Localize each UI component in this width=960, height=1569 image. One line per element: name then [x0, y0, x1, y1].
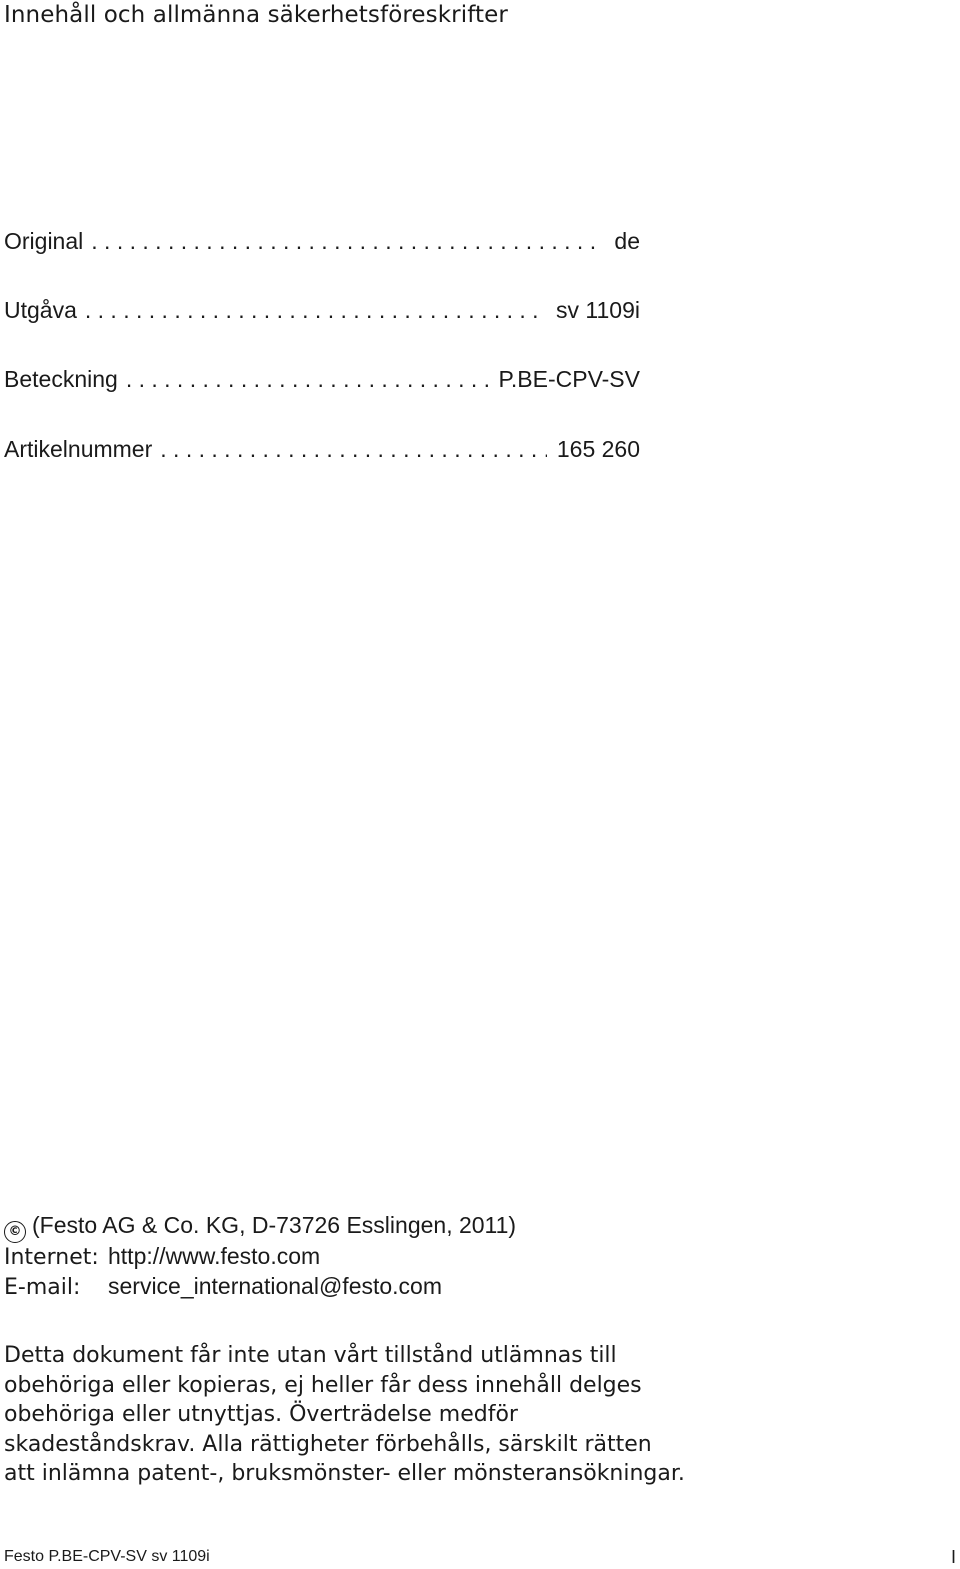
- internet-line: [4, 1241, 320, 1273]
- meta-label: Original: [4, 228, 84, 254]
- dot-leader: [160, 434, 547, 464]
- dot-leader: [85, 295, 546, 325]
- page-header-title: Innehåll och allmänna säkerhetsföreskrifter: [4, 2, 508, 28]
- copyright-text: (Festo AG & Co. KG, D-73726 Esslingen, 2011): [32, 1212, 517, 1238]
- meta-value: P.BE-CPV-SV: [498, 366, 640, 392]
- notice-line: att inlämna patent-, bruksmönster- eller mönsteransökningar.: [4, 1461, 685, 1487]
- internet-label: Internet:: [4, 1245, 99, 1270]
- internet-link[interactable]: http://www.festo.com: [108, 1243, 321, 1269]
- meta-label: Utgåva: [4, 297, 77, 323]
- email-label: E-mail:: [4, 1275, 81, 1300]
- dot-leader: [126, 364, 489, 394]
- email-line: [4, 1271, 442, 1303]
- notice-line: skadeståndskrav. Alla rättigheter förbehålls, särskilt rätten: [4, 1431, 652, 1457]
- meta-label: Artikelnummer: [4, 436, 153, 462]
- meta-value: de: [614, 228, 640, 254]
- meta-label: Beteckning: [4, 366, 118, 392]
- meta-row-artikelnummer: [4, 434, 640, 464]
- notice-line: Detta dokument får inte utan vårt tillstånd utlämnas till: [4, 1343, 617, 1368]
- legal-notice: [4, 1341, 684, 1489]
- copyright-icon: ©: [4, 1221, 26, 1243]
- footer-document-id: Festo P.BE-CPV-SV sv 1109i: [4, 1548, 210, 1565]
- meta-row-beteckning: [4, 364, 640, 394]
- notice-line: obehöriga eller utnyttjas. Överträdelse medför: [4, 1402, 518, 1428]
- meta-row-utgava: [4, 295, 640, 325]
- email-link[interactable]: service_international@festo.com: [108, 1273, 443, 1299]
- page-number: I: [950, 1547, 956, 1567]
- meta-row-original: [4, 226, 640, 256]
- dot-leader: [91, 226, 604, 256]
- meta-value: 165 260: [556, 436, 640, 462]
- meta-value: sv 1109i: [556, 297, 640, 323]
- notice-line: obehöriga eller kopieras, ej heller får dess innehåll delges: [4, 1372, 642, 1398]
- copyright-line: [4, 1210, 516, 1243]
